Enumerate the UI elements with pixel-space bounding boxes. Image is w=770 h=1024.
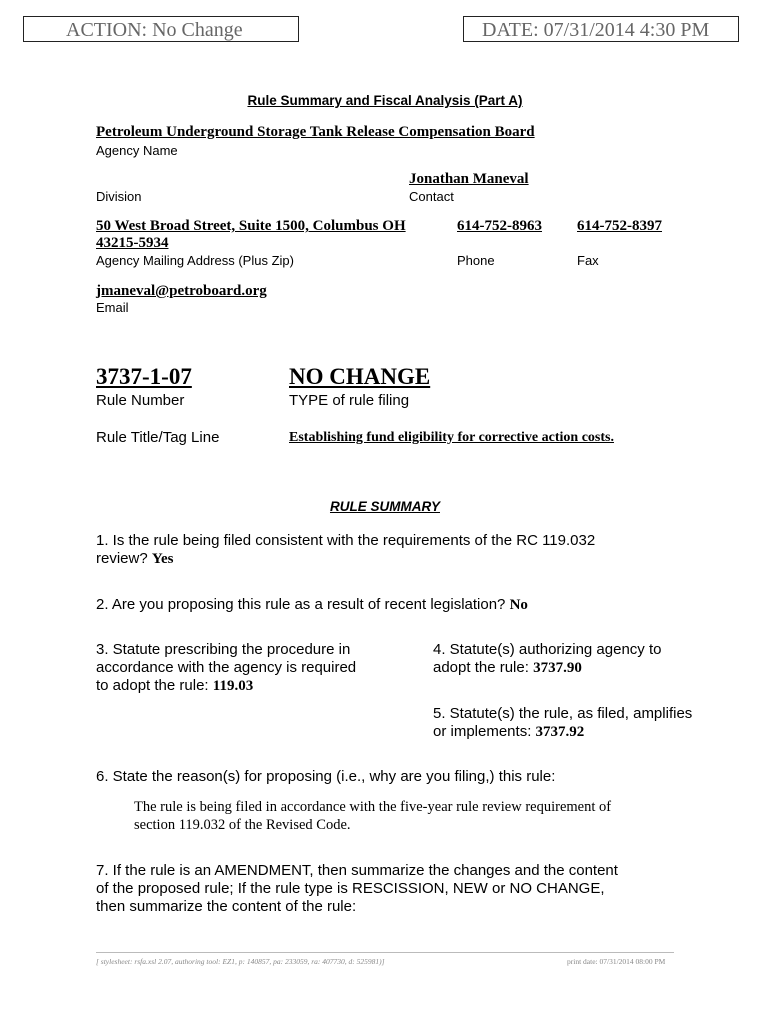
question-1-text: review? — [96, 550, 148, 567]
footer-print-date: print date: 07/31/2014 08:00 PM — [567, 957, 666, 966]
mailing-address-line2: 43215-5934 — [96, 235, 169, 251]
question-4-line2 — [433, 659, 661, 677]
question-3-line3 — [96, 677, 356, 695]
question-3 — [96, 641, 356, 695]
question-2-answer: No — [509, 597, 528, 613]
phone-number: 614-752-8963 — [457, 218, 542, 234]
fax-label: Fax — [577, 253, 599, 268]
question-5-line1: 5. Statute(s) the rule, as filed, amplifies — [433, 705, 693, 722]
question-6-answer — [134, 798, 611, 834]
agency-name-label: Agency Name — [96, 143, 178, 158]
question-1 — [96, 532, 595, 568]
action-status-text: ACTION: No Change — [66, 19, 243, 41]
rule-number-label: Rule Number — [96, 392, 185, 409]
date-text: DATE: 07/31/2014 4:30 PM — [482, 19, 710, 41]
question-6: 6. State the reason(s) for proposing (i.e., why are you filing,) this rule: — [96, 768, 556, 785]
question-3-line1: 3. Statute prescribing the procedure in — [96, 641, 351, 658]
email-label: Email — [96, 300, 129, 315]
question-7-line2: of the proposed rule; If the rule type is RESCISSION, NEW or NO CHANGE, — [96, 880, 605, 897]
question-2 — [96, 596, 528, 614]
date-box — [463, 16, 739, 42]
rule-filing-type-label: TYPE of rule filing — [289, 392, 410, 409]
contact-label: Contact — [409, 189, 454, 204]
question-1-line1: 1. Is the rule being filed consistent with the requirements of the RC 119.032 — [96, 532, 596, 549]
mailing-address-line1: 50 West Broad Street, Suite 1500, Columbus OH — [96, 218, 406, 234]
rule-summary-heading: RULE SUMMARY — [329, 499, 440, 514]
rule-number: 3737-1-07 — [96, 364, 192, 389]
question-1-answer: Yes — [151, 551, 174, 567]
question-4 — [433, 641, 661, 677]
question-5-answer: 3737.92 — [535, 724, 585, 740]
agency-name: Petroleum Underground Storage Tank Release Compensation Board — [96, 124, 535, 140]
rule-title: Establishing fund eligibility for corrective action costs. — [289, 430, 614, 445]
rule-title-label: Rule Title/Tag Line — [96, 429, 220, 446]
question-5-line2 — [433, 723, 692, 741]
question-6-answer-line1: The rule is being filed in accordance with the five-year rule review requirement of — [134, 799, 612, 815]
question-3-text: to adopt the rule: — [96, 677, 209, 694]
question-7-line3: then summarize the content of the rule: — [96, 898, 357, 915]
division-label: Division — [96, 189, 142, 204]
question-3-line2: accordance with the agency is required — [96, 659, 357, 676]
email-address: jmaneval@petroboard.org — [96, 283, 267, 299]
footer-divider — [96, 952, 674, 953]
rule-filing-type: NO CHANGE — [289, 364, 431, 389]
question-5 — [433, 705, 692, 741]
action-status-box — [23, 16, 299, 42]
question-4-line1: 4. Statute(s) authorizing agency to — [433, 641, 662, 658]
fax-number: 614-752-8397 — [577, 218, 662, 234]
question-7-line1: 7. If the rule is an AMENDMENT, then summarize the changes and the content — [96, 862, 618, 879]
page-title: Rule Summary and Fiscal Analysis (Part A) — [247, 93, 523, 108]
question-4-text: adopt the rule: — [433, 659, 529, 676]
question-7 — [96, 862, 618, 916]
contact-name: Jonathan Maneval — [409, 171, 529, 187]
question-2-text: 2. Are you proposing this rule as a result of recent legislation? — [96, 596, 506, 613]
footer-stylesheet-info: [ stylesheet: rsfa.xsl 2.07, authoring tool: EZ1, p: 140857, pa: 233059, ra: 407730, d: 525981)] — [96, 957, 385, 966]
phone-label: Phone — [457, 253, 495, 268]
question-3-answer: 119.03 — [212, 678, 254, 694]
mailing-address-label: Agency Mailing Address (Plus Zip) — [96, 253, 294, 268]
question-4-answer: 3737.90 — [533, 660, 582, 676]
question-1-line2 — [96, 550, 595, 568]
question-5-text: or implements: — [433, 723, 532, 740]
question-6-answer-line2: section 119.032 of the Revised Code. — [134, 817, 351, 833]
